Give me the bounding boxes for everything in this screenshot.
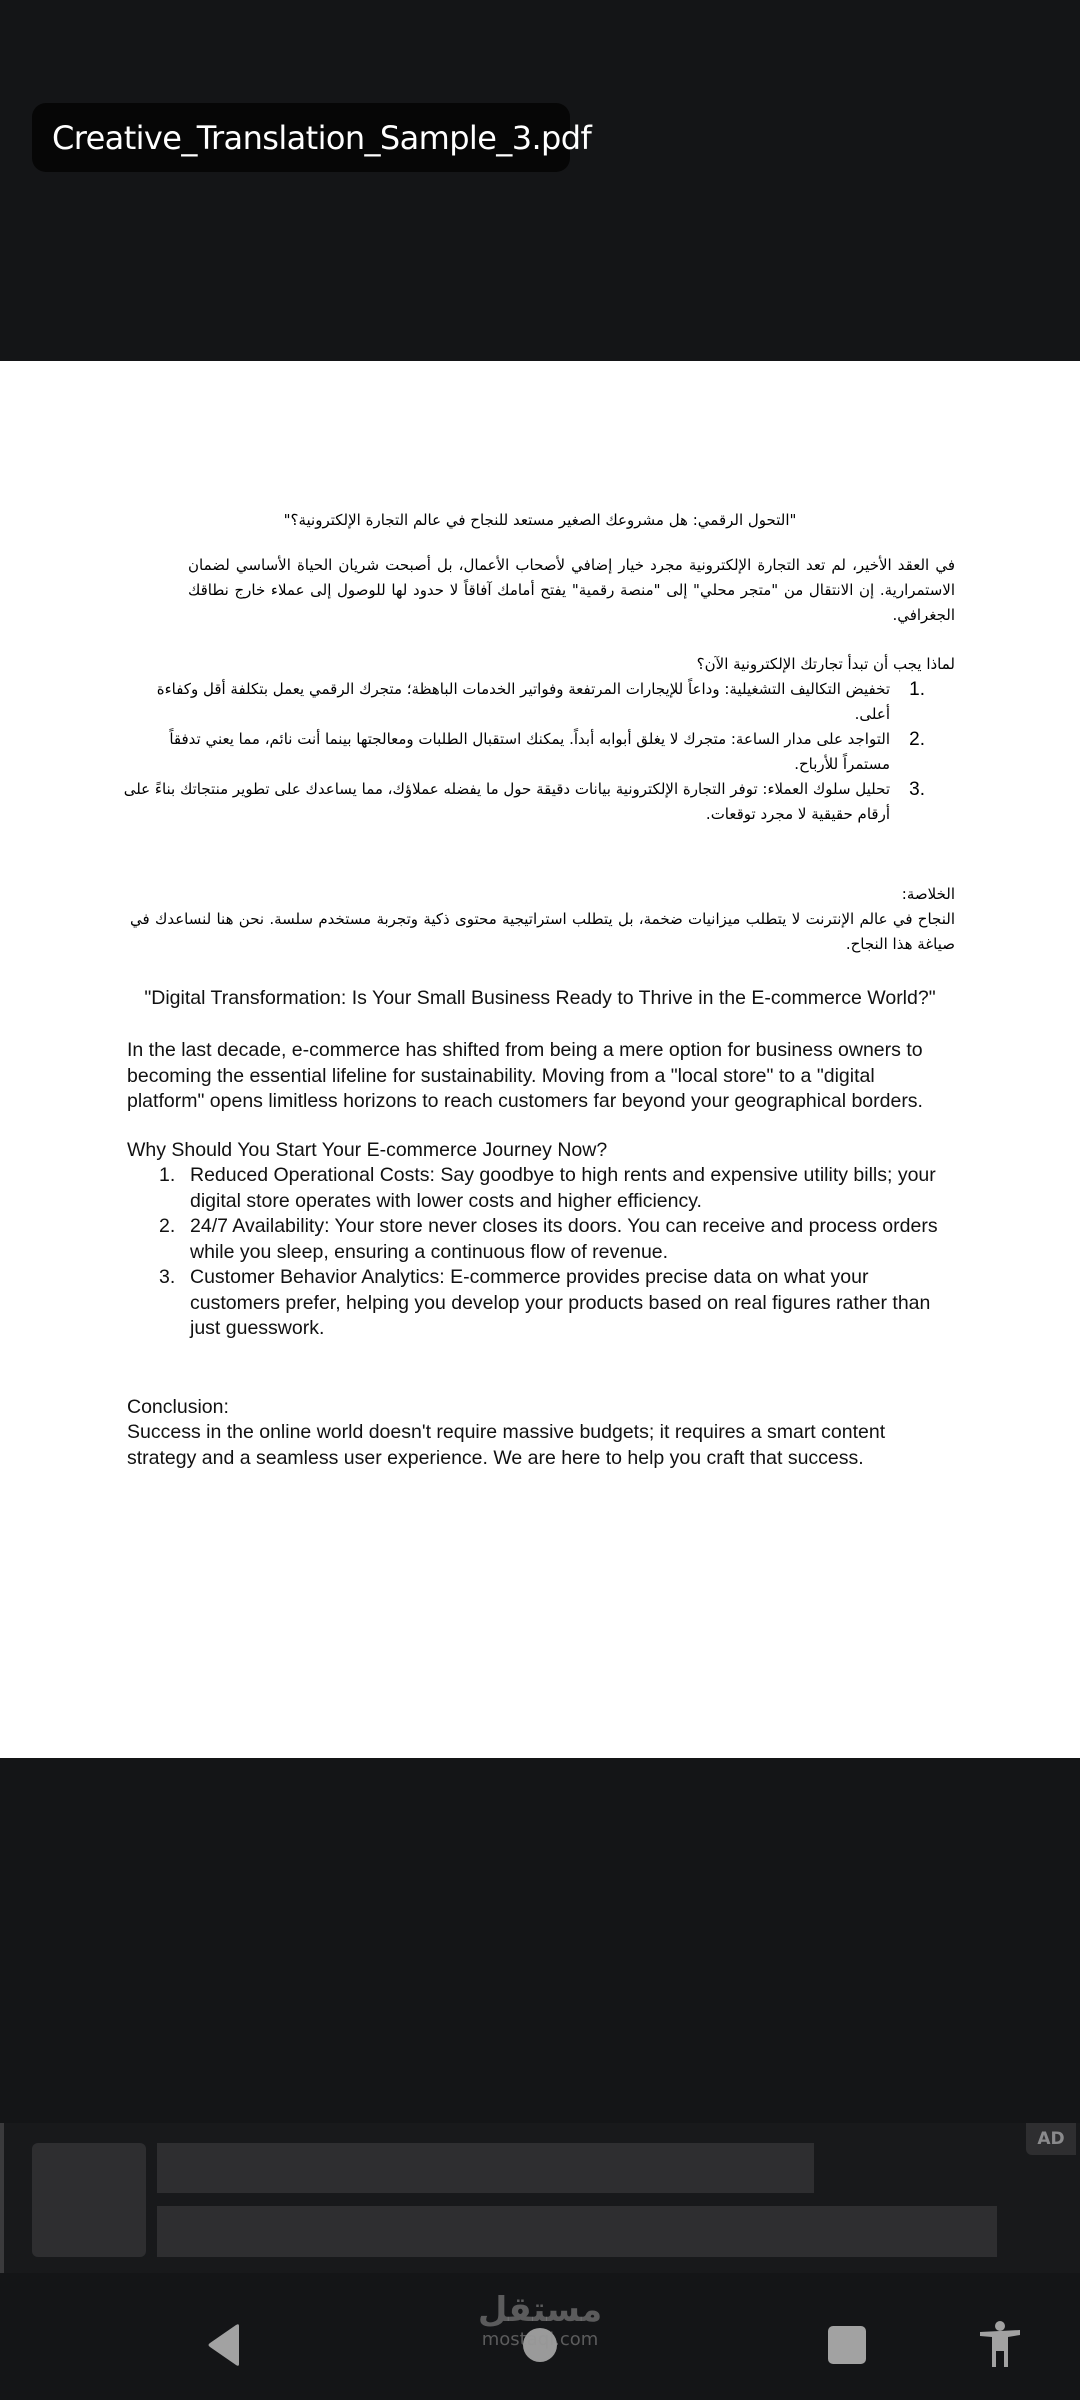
english-conclusion: Success in the online world doesn't require massive budgets; it requires a smart content strategy and a seamless user experience. We are here to help you craft that success. bbox=[127, 1421, 886, 1469]
back-button[interactable] bbox=[200, 2320, 250, 2370]
ad-banner[interactable] bbox=[0, 2123, 1080, 2273]
list-text: التواجد على مدار الساعة: متجرك لا يغلق أبوابه أبداً. يمكنك استقبال الطلبات ومعالجتها بينما أنت نائم، مما يعني تدفقاً مستمراً للأرباح. bbox=[169, 730, 890, 773]
list-text: تخفيض التكاليف التشغيلية: وداعاً للإيجارات المرتفعة وفواتير الخدمات الباهظة؛ متجرك الرقمي يعمل بتكلفة أقل وكفاءة أعلى. bbox=[156, 680, 890, 723]
english-reasons-list bbox=[127, 1163, 947, 1342]
accessibility-button[interactable] bbox=[975, 2315, 1025, 2375]
ad-body-placeholder bbox=[157, 2206, 997, 2257]
ad-image-placeholder bbox=[32, 2143, 146, 2257]
list-text: Reduced Operational Costs: Say goodbye to high rents and expensive utility bills; your digital store operates with lower costs and higher efficiency. bbox=[190, 1164, 936, 1212]
list-item bbox=[120, 677, 955, 727]
list-number: 1. bbox=[909, 679, 925, 700]
list-text: 24/7 Availability: Your store never closes its doors. You can receive and process orders while you sleep, ensuring a continuous flow of revenue. bbox=[190, 1215, 938, 1263]
file-name: Creative_Translation_Sample_3.pdf bbox=[52, 118, 592, 157]
watermark-latin: mostaql.com bbox=[481, 2329, 599, 2350]
accessibility-icon bbox=[978, 2320, 1022, 2370]
pdf-page[interactable] bbox=[0, 361, 1080, 1758]
english-why-heading: Why Should You Start Your E-commerce Journey Now? bbox=[127, 1139, 608, 1161]
list-number: 2. bbox=[909, 729, 925, 750]
arabic-why-heading: لماذا يجب أن تبدأ تجارتك الإلكترونية الآن؟ bbox=[696, 655, 955, 673]
navigation-bar bbox=[0, 2290, 1080, 2400]
list-text: Customer Behavior Analytics: E-commerce provides precise data on what your customers prefer, helping you develop your products based on real figures rather than just guesswork. bbox=[190, 1266, 931, 1339]
arabic-conclusion: النجاح في عالم الإنترنت لا يتطلب ميزانيات ضخمة، بل يتطلب استراتيجية محتوى ذكية وتجربة مستخدم سلسة. نحن هنا لنساعدك في صياغة هذا النجاح. bbox=[130, 910, 955, 953]
arabic-intro: في العقد الأخير، لم تعد التجارة الإلكترونية مجرد خيار إضافي لأصحاب الأعمال، بل أصبحت شريان الحياة الأساسي لضمان الاستمرارية. إن الانتقال من "متجر محلي" إلى "منصة رقمية" يفتح أمامك آفاقاً لا حدود لها للوصول إلى عملاء خارج نطاقك الجغرافي. bbox=[188, 556, 955, 624]
file-name-pill bbox=[32, 103, 592, 172]
list-text: تحليل سلوك العملاء: توفر التجارة الإلكترونية بيانات دقيقة حول ما يفضله عملاؤك، مما يساعدك على تطوير منتجاتك بناءً على أرقام حقيقية لا مجرد توقعات. bbox=[123, 780, 890, 823]
list-number: 3. bbox=[909, 779, 925, 800]
list-number: 1. bbox=[159, 1164, 176, 1186]
home-icon bbox=[523, 2328, 557, 2362]
list-item bbox=[127, 1265, 947, 1342]
watermark-arabic: مستقل bbox=[477, 2290, 603, 2330]
list-item bbox=[120, 727, 955, 777]
arabic-conclusion-heading: الخلاصة: bbox=[901, 885, 955, 903]
list-item bbox=[120, 777, 955, 827]
back-icon bbox=[205, 2323, 245, 2367]
list-item bbox=[127, 1163, 947, 1214]
ad-headline-placeholder bbox=[157, 2143, 814, 2193]
recents-button[interactable] bbox=[822, 2320, 872, 2370]
english-intro: In the last decade, e-commerce has shifted from being a mere option for business owners to becoming the essential lifeline for sustainability. Moving from a "local store" to a "digital platform" opens limitless horizons to reach customers far beyond your geographical borders. bbox=[127, 1039, 923, 1112]
list-number: 2. bbox=[159, 1215, 176, 1237]
english-title: "Digital Transformation: Is Your Small Business Ready to Thrive in the E-commerce World?" bbox=[144, 987, 936, 1009]
list-item bbox=[127, 1214, 947, 1265]
list-number: 3. bbox=[159, 1266, 176, 1288]
arabic-title: "التحول الرقمي: هل مشروعك الصغير مستعد للنجاح في عالم التجارة الإلكترونية؟" bbox=[283, 511, 797, 529]
english-conclusion-heading: Conclusion: bbox=[127, 1396, 229, 1418]
home-button[interactable] bbox=[515, 2320, 565, 2370]
ad-badge: AD bbox=[1026, 2123, 1076, 2155]
arabic-reasons-list bbox=[120, 677, 955, 827]
recents-icon bbox=[828, 2326, 866, 2364]
